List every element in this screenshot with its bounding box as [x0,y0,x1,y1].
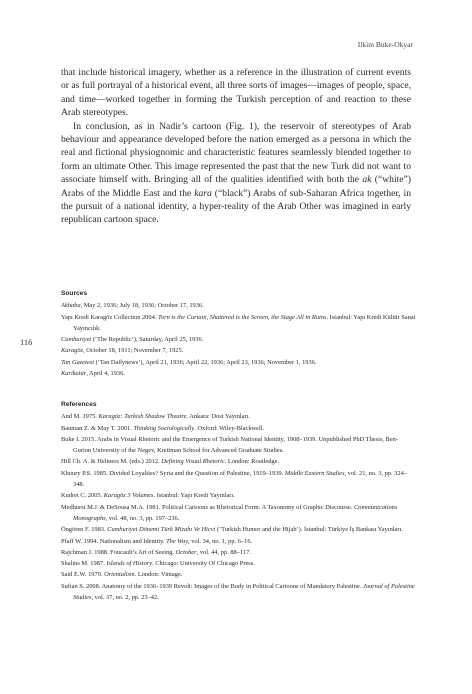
reference-entry: Pfaff W. 1994. Nationalism and Identity. The Way, vol. 34, no. 1, pp. 6–16. [61,537,253,545]
running-head: Ilkim Buke-Okyar [357,40,413,49]
reference-entry: Khoury P.S. 1985. Divided Loyalties? Syria and the Question of Palestine, 1919–1939. Middle Eastern Studies, vol. 21, no. 3, pp. 324–348. [61,469,407,489]
body-text [61,66,411,227]
reference-entry: Kudret C. 2005. Karagöz 3 Volumes. Istanbul: Yapı Kredi Yayınları. [61,492,235,500]
references-heading: References [61,401,97,408]
source-entry: Cumhuriyet (‘The Republic’), Saturday, April 25, 1936. [61,336,204,344]
source-entry: Tan Gazetesi (‘Tan Dailynews’), April 21, 1936; April 22, 1936; April 23, 1936; November 1, 1936. [61,358,317,366]
reference-entry: Said E.W. 1979. Orientalism. London: Vintage. [61,571,183,579]
source-entry: Yapı Kredi Karagöz Collection 2004. Torn is the Curtain, Shattered is the Screen, the Stage All in Ruins. Istanbul: Yapı Kredi Kültür Sanat Yayıncılık. [61,313,416,332]
reference-entry: Buke I. 2015. Arabs in Visual Rhetoric and the Emergence of Turkish National Identity, 1908–1939. Unpublished PhD Thesis, Ben-Gurion University of the Negev, Kreitman School for Advanced Graduate Studies. [61,435,398,455]
reference-entry: Rajchman J. 1988. Foucault’s Art of Seeing. October, vol. 44, pp. 88–117. [61,548,251,556]
sources-section [61,288,416,379]
source-entry: Karikatür, April 4, 1936. [61,370,125,378]
reference-entry: Medhurst M.J. & DeSousa M.A. 1981. Political Cartoons as Rhetorical Form: A Taxonomy of Graphic Discourse. Communications Monographs, vol. 48, no. 3, pp. 197–236. [61,503,398,522]
page-number: 116 [20,337,33,347]
term-kara: kara [194,187,212,199]
term-ak: ak [362,174,372,186]
reference-entry: Sufian S. 2008. Anatomy of the 1936–1939 Revolt: Images of the Body in Political Cartoons of Mandatory Palestine. Journal of Palestine Studies, vol. 37, no. 2, pp. 23–42. [61,582,415,602]
references-section [61,399,416,603]
reference-entry: Shalins M. 1987. Islands of History. Chicago: University Of Chicago Press. [61,560,255,568]
reference-entry: And M. 1975. Karagöz: Turkish Shadow Theatre. Ankara: Dost Yayınları. [61,413,251,421]
sources-heading: Sources [61,290,88,297]
source-entry: Akbaba, May 2, 1936; July 18, 1936; October 17, 1936. [61,302,204,310]
reference-entry: Bauman Z. & May T. 2001. Thinking Sociologically. Oxford: Wiley-Blackwell. [61,424,265,432]
body-paragraph-1: that include historical imagery, whether as a reference in the illustration of current events or as full portrayal of a historical event, all three sorts of images—images of people, space, and time—worked together in forming the Turkish perception of and reaction to these Arab stereotypes. [61,67,411,119]
body-paragraph-2: In conclusion, as in Nadir’s cartoon (Fig. 1), the reservoir of stereotypes of Arab behaviour and appearance developed before the nation emerged as a persona in which the real and fictional physiognomic and characteristic features seamlessly blended together to form an ultimate Other. This image represented the past that the new Turk did not want to associate himself with. Bringing all of the qualities identified with both the ak (“white”) Arabs of the Middle East and the kara (“black”) Arabs of sub-Saharan Africa together, in the pursuit of a national identity, a hyper-reality of the Arab Other was imagined in early republican cartoon space. [61,120,412,226]
source-entry: Karagöz, October 18, 1911; November 7, 1925. [61,347,184,355]
reference-entry: Öngören F. 1983. Cumhuriyet Dönemi Türk Mizahı Ve Hicvi (‘Turkish Humor and the Hijab’). İstanbul: Türkiye İş Bankası Yayınları. [61,526,403,534]
reference-entry: Hill Ch. A. & Helmers M. (eds.) 2012. Defining Visual Rhetoric. London: Routledge. [61,458,280,466]
